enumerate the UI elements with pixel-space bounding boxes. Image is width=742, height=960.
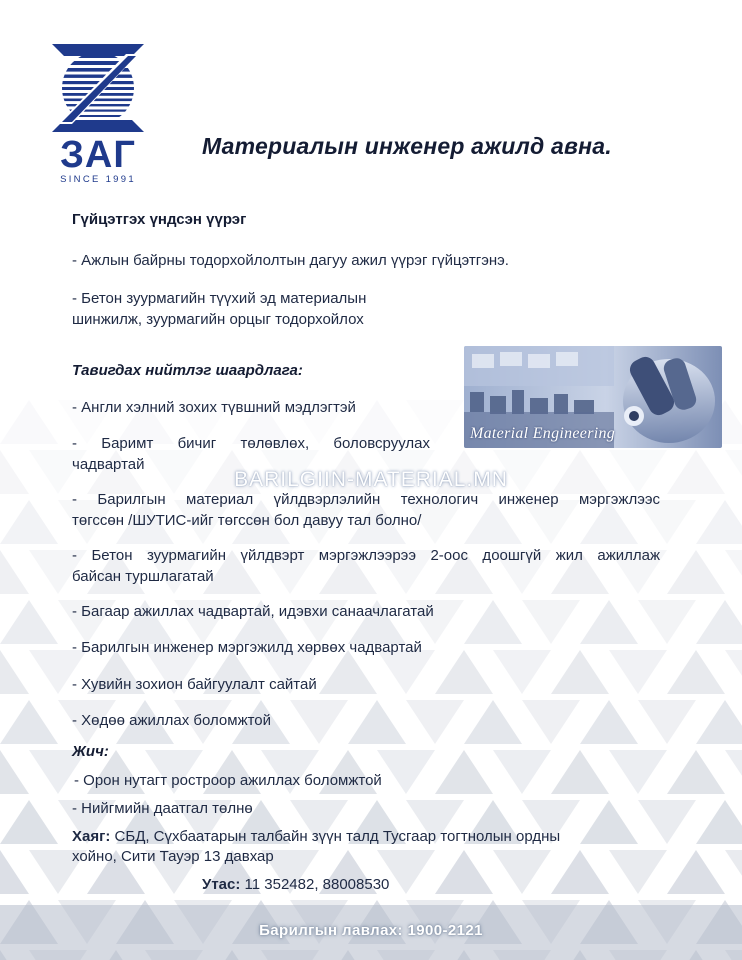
background-triangle xyxy=(638,700,696,744)
background-triangle xyxy=(348,700,406,744)
requirement-item-2-cont: чадвартай xyxy=(72,456,145,473)
duty-item-1: - Ажлын байрны тодорхойлолтын дагуу ажил үүрэг гүйцэтгэнэ. xyxy=(72,252,509,269)
footer-hotline: Барилгын лавлах: 1900-2121 xyxy=(259,922,483,939)
background-triangle xyxy=(0,600,58,644)
duty-item-2: - Бетон зуурмагийн түүхий эд материалын xyxy=(72,290,367,307)
background-triangle xyxy=(725,850,742,894)
requirement-item-4: - Бетон зуурмагийн үйлдвэрт мэргэжлээрээ 2-оос доошгүй жил ажиллаж xyxy=(72,547,660,564)
benefits-heading: Жич: xyxy=(72,743,109,760)
background-triangle xyxy=(725,650,742,694)
background-triangle xyxy=(493,850,551,894)
benefit-item-1: - Орон нутагт ростроор ажиллах боломжтой xyxy=(74,772,382,789)
address-value-1: СБД, Сүхбаатарын талбайн зүүн талд Тусгаар тогтнолын ордны xyxy=(110,828,561,845)
requirement-item-3: - Барилгын материал үйлдвэрлэлийн технологич инженер мэргэжлээс xyxy=(72,491,660,508)
background-triangle xyxy=(667,850,725,894)
logo-since-text: SINCE 1991 xyxy=(60,174,136,185)
company-logo xyxy=(46,40,150,188)
requirement-item-4-cont: байсан туршлагатай xyxy=(72,568,214,585)
background-triangle xyxy=(0,550,29,594)
background-triangle xyxy=(667,750,725,794)
background-triangle xyxy=(609,750,667,794)
requirement-item-2: - Баримт бичиг төлөвлөх, боловсруулах xyxy=(72,435,430,452)
background-triangle xyxy=(0,800,58,844)
requirement-item-3-cont: төгссөн /ШУТИС-ийг төгссөн бол давуу тал болно/ xyxy=(72,512,422,529)
duties-heading: Гүйцэтгэх үндсэн үүрэг xyxy=(72,211,247,228)
background-triangle xyxy=(609,650,667,694)
logo-brand-text: ЗАГ xyxy=(60,134,136,176)
background-triangle xyxy=(435,850,493,894)
background-triangle xyxy=(0,650,29,694)
background-triangle xyxy=(580,700,638,744)
requirement-item-1: - Англи хэлний зохих түвшний мэдлэгтэй xyxy=(72,399,356,416)
background-triangle xyxy=(493,750,551,794)
background-triangle xyxy=(0,750,29,794)
background-triangle xyxy=(406,700,464,744)
background-triangle xyxy=(435,650,493,694)
background-triangle xyxy=(696,500,742,544)
watermark-text: BARILGIIN-MATERIAL.MN xyxy=(234,468,508,491)
phone-label: Утас: xyxy=(202,876,241,893)
phone-value: 11 352482, 88008530 xyxy=(240,876,390,893)
requirements-heading: Тавигдах нийтлэг шаардлага: xyxy=(72,362,303,379)
background-triangle xyxy=(0,700,58,744)
page-title: Материалын инженер ажилд авна. xyxy=(202,133,612,159)
background-triangle xyxy=(638,800,696,844)
background-triangle xyxy=(522,700,580,744)
material-engineering-photo xyxy=(464,346,722,448)
background-triangle xyxy=(667,550,725,594)
benefit-item-2: - Нийгмийн даатгал төлнө xyxy=(72,800,253,817)
background-triangle xyxy=(0,850,29,894)
photo-caption: Material Engineering xyxy=(470,425,616,442)
background-triangle xyxy=(493,650,551,694)
requirement-item-5: - Багаар ажиллах чадвартай, идэвхи санаачлагатай xyxy=(72,603,434,620)
requirement-item-7: - Хувийн зохион байгуулалт сайтай xyxy=(72,676,317,693)
background-triangle xyxy=(609,850,667,894)
background-triangle xyxy=(435,750,493,794)
background-triangle xyxy=(580,800,638,844)
background-triangle xyxy=(638,600,696,644)
background-triangle xyxy=(725,750,742,794)
background-triangle xyxy=(551,850,609,894)
background-triangle xyxy=(464,600,522,644)
background-triangle xyxy=(696,700,742,744)
phone-line xyxy=(202,875,389,895)
background-triangle xyxy=(551,750,609,794)
background-triangle xyxy=(580,600,638,644)
background-triangle xyxy=(667,650,725,694)
duty-item-2-cont: шинжилж, зуурмагийн орцыг тодорхойлох xyxy=(72,311,364,328)
background-triangle xyxy=(290,700,348,744)
background-triangle xyxy=(522,600,580,644)
background-triangle xyxy=(696,600,742,644)
address-line-1 xyxy=(72,827,560,847)
requirement-item-8: - Хөдөө ажиллах боломжтой xyxy=(72,712,272,729)
z-globe-logo-icon xyxy=(46,40,150,140)
background-triangle xyxy=(551,650,609,694)
background-triangle xyxy=(0,500,58,544)
address-label: Хаяг: xyxy=(72,828,111,845)
background-triangle xyxy=(696,800,742,844)
requirement-item-6: - Барилгын инженер мэргэжилд хөрвөх чадвартай xyxy=(72,639,422,656)
background-triangle xyxy=(725,550,742,594)
address-line-2: хойно, Сити Тауэр 13 давхар xyxy=(72,848,274,865)
background-triangle xyxy=(464,700,522,744)
background-triangle xyxy=(0,400,58,444)
background-triangle xyxy=(377,750,435,794)
